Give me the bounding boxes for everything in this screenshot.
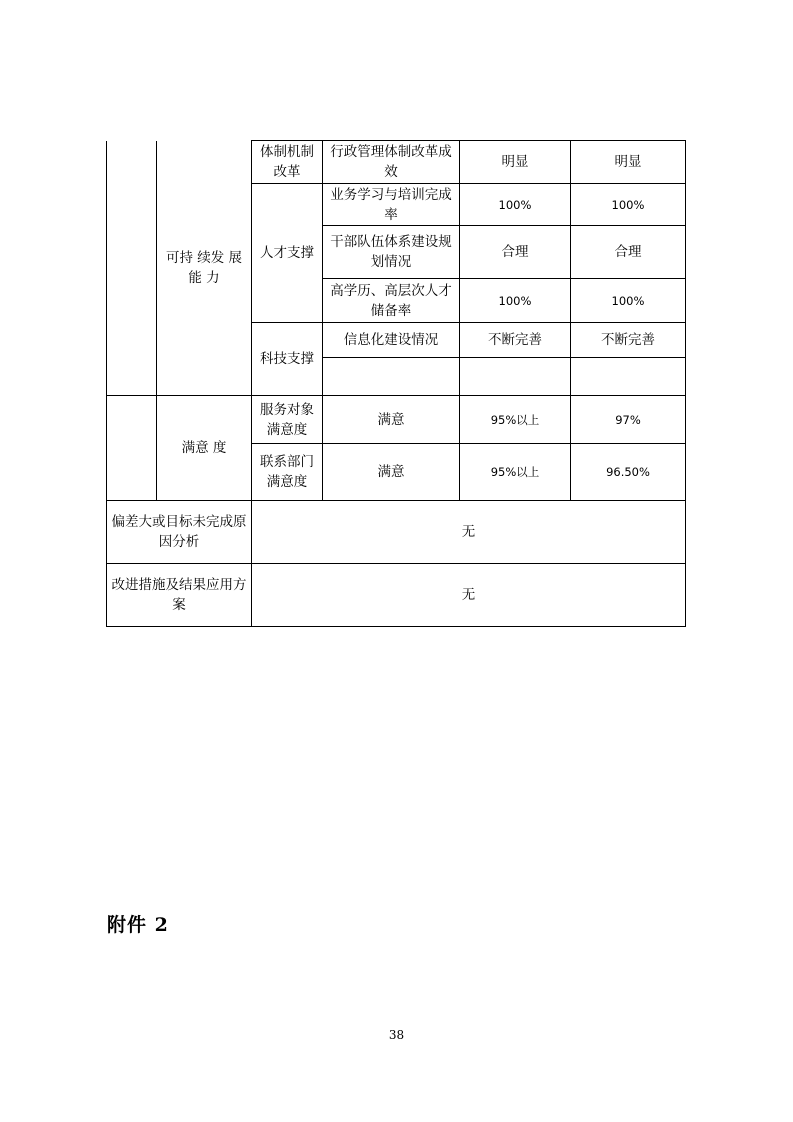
target-cell: 不断完善 [460, 323, 571, 358]
indicator-cell: 业务学习与培训完成率 [323, 184, 460, 226]
level1-cell [107, 141, 157, 396]
improvement-label: 改进措施及结果应用方案 [107, 564, 252, 627]
table-row [107, 141, 686, 184]
target-cell: 明显 [460, 141, 571, 184]
target-cell: 95%以上 [460, 396, 571, 444]
table-row [107, 396, 686, 444]
group-sustain-label: 可持 续发 展 能 力 [157, 141, 252, 396]
level1-cell [107, 396, 157, 501]
target-cell: 100% [460, 279, 571, 323]
sub-indicator-cell: 人才支撑 [252, 184, 323, 323]
sub-indicator-cell: 服务对象满意度 [252, 396, 323, 444]
attachment-title: 附件 2 [107, 914, 169, 936]
indicator-cell: 行政管理体制改革成效 [323, 141, 460, 184]
indicator-cell: 信息化建设情况 [323, 323, 460, 358]
indicator-cell: 满意 [323, 396, 460, 444]
table-row [107, 564, 686, 627]
target-cell [460, 358, 571, 396]
actual-cell: 明显 [571, 141, 686, 184]
sub-indicator-cell: 科技支撑 [252, 323, 323, 396]
deviation-value: 无 [252, 501, 686, 564]
actual-cell: 96.50% [571, 444, 686, 501]
target-cell: 合理 [460, 226, 571, 279]
actual-cell: 合理 [571, 226, 686, 279]
performance-table [106, 140, 686, 627]
sub-indicator-cell: 体制机制改革 [252, 141, 323, 184]
page-number: 38 [388, 1028, 405, 1042]
actual-cell [571, 358, 686, 396]
actual-cell: 100% [571, 184, 686, 226]
indicator-cell [323, 358, 460, 396]
target-cell: 100% [460, 184, 571, 226]
target-cell: 95%以上 [460, 444, 571, 501]
actual-cell: 100% [571, 279, 686, 323]
improvement-value: 无 [252, 564, 686, 627]
actual-cell: 97% [571, 396, 686, 444]
indicator-cell: 高学历、高层次人才储备率 [323, 279, 460, 323]
indicator-cell: 满意 [323, 444, 460, 501]
deviation-label: 偏差大或目标未完成原因分析 [107, 501, 252, 564]
indicator-cell: 干部队伍体系建设规划情况 [323, 226, 460, 279]
actual-cell: 不断完善 [571, 323, 686, 358]
group-satisfaction-label: 满意 度 [157, 396, 252, 501]
sub-indicator-cell: 联系部门满意度 [252, 444, 323, 501]
table-row [107, 501, 686, 564]
